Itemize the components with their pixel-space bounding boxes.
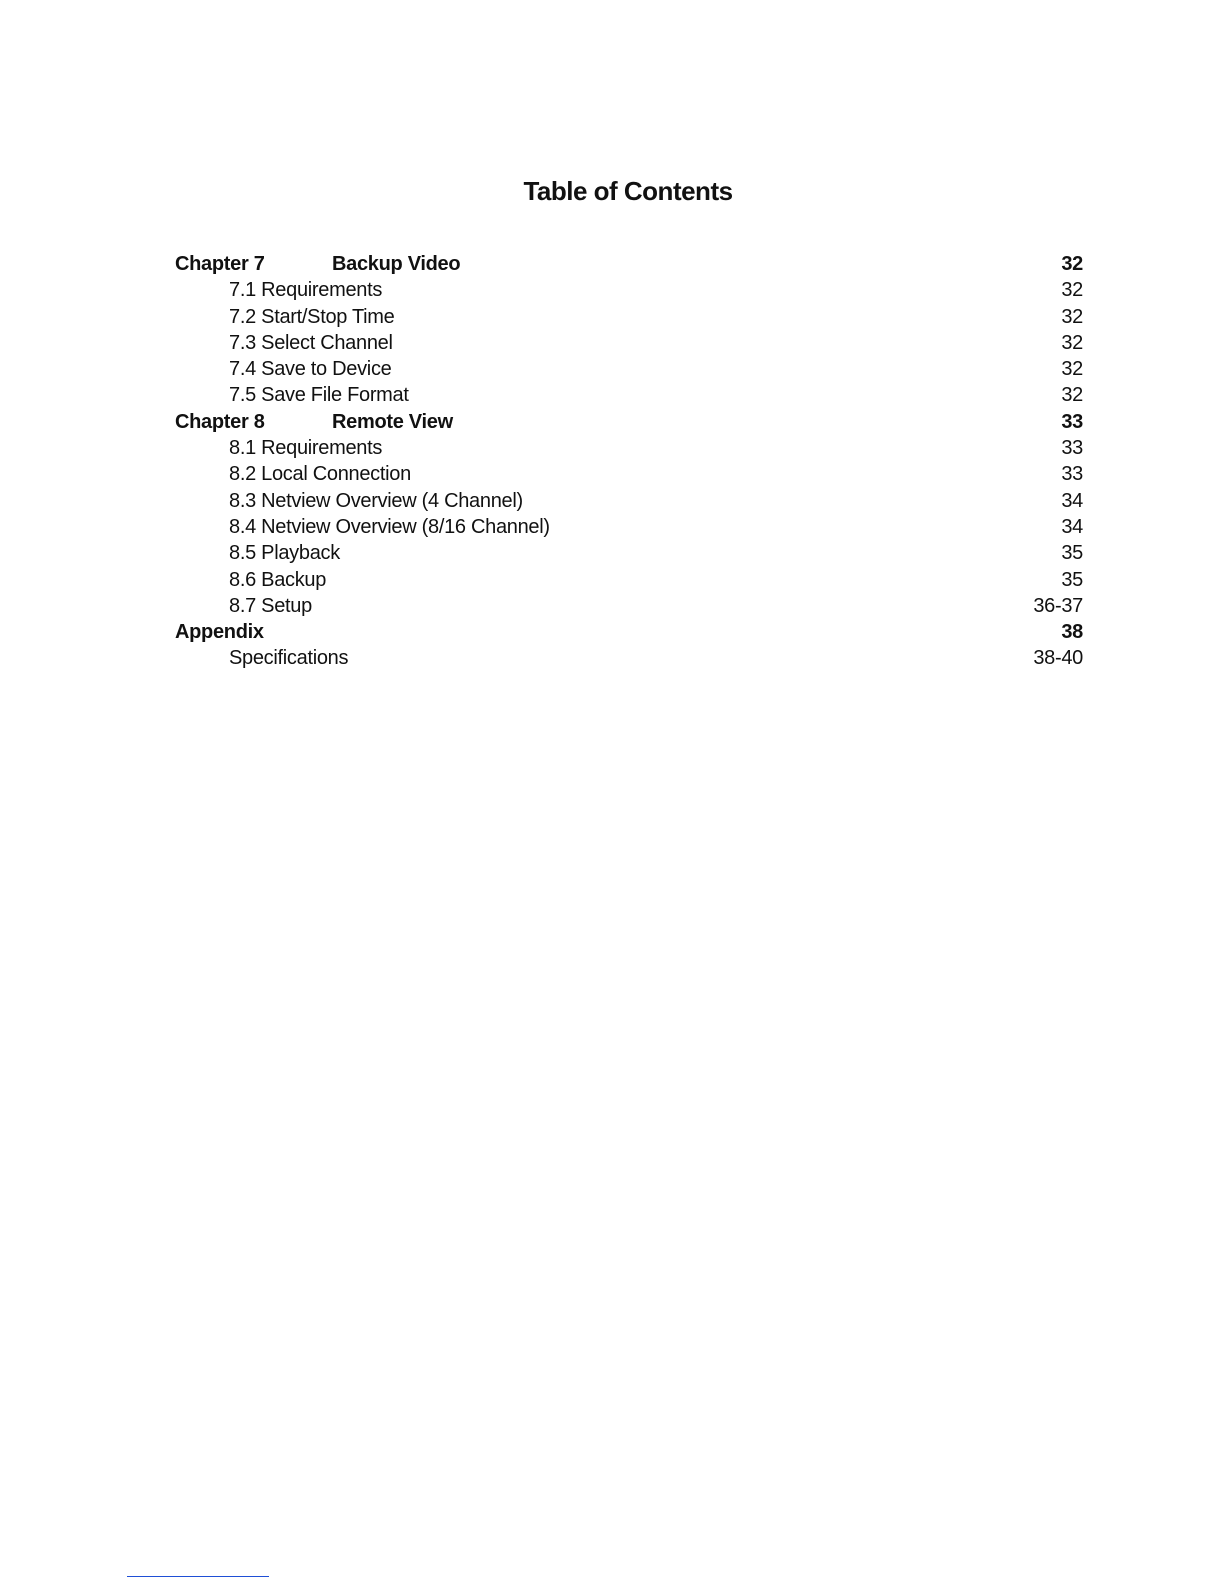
section-label: 8.3 Netview Overview (4 Channel) [229, 489, 523, 512]
toc-section-row[interactable] [175, 277, 1083, 303]
chapter-number: Chapter 7 [175, 253, 265, 275]
footnote-rule [127, 1576, 269, 1577]
section-label: 7.1 Requirements [229, 279, 383, 302]
section-label: 8.6 Backup [229, 568, 327, 591]
toc-section-row[interactable] [175, 461, 1083, 487]
page-number: 32 [1061, 331, 1083, 354]
toc-section-row[interactable] [175, 356, 1083, 382]
toc-section-row[interactable] [175, 514, 1083, 540]
page-number: 35 [1061, 542, 1083, 565]
page-number: 34 [1061, 489, 1083, 512]
page-number: 38 [1061, 621, 1083, 644]
page-number: 33 [1061, 437, 1083, 460]
toc-section-row[interactable] [175, 435, 1083, 461]
toc-section-row[interactable] [175, 540, 1083, 566]
toc-section-row[interactable] [175, 488, 1083, 514]
section-label: 8.1 Requirements [229, 437, 383, 460]
section-label: 7.5 Save File Format [229, 384, 409, 407]
page-number: 33 [1061, 463, 1083, 486]
toc-section-row[interactable] [175, 382, 1083, 408]
page-number: 35 [1061, 568, 1083, 591]
section-label: Specifications [229, 647, 349, 670]
section-label: 7.3 Select Channel [229, 331, 393, 354]
section-label: 8.2 Local Connection [229, 463, 411, 486]
page-number: 32 [1061, 279, 1083, 302]
toc-section-row[interactable] [175, 330, 1083, 356]
page-number: 34 [1061, 515, 1083, 538]
chapter-title: Backup Video [332, 253, 461, 275]
chapter-title: Remote View [332, 410, 453, 433]
page-number: 32 [1061, 305, 1083, 328]
toc-section-row[interactable] [175, 567, 1083, 593]
chapter-number: Chapter 8 [175, 410, 265, 433]
page-number: 38-40 [1033, 647, 1083, 670]
section-label: 7.2 Start/Stop Time [229, 305, 395, 328]
page-number: 32 [1061, 253, 1083, 275]
toc-section-row[interactable] [175, 645, 1083, 671]
page-number: 36-37 [1033, 594, 1083, 617]
page-title: Table of Contents [523, 176, 733, 206]
toc-appendix-row[interactable] [175, 619, 1083, 645]
toc-section-row[interactable] [175, 304, 1083, 330]
toc-section-row[interactable] [175, 593, 1083, 619]
section-label: 8.4 Netview Overview (8/16 Channel) [229, 515, 550, 538]
page-number: 32 [1061, 358, 1083, 381]
page-number: 32 [1061, 384, 1083, 407]
section-label: 7.4 Save to Device [229, 358, 392, 381]
toc-chapter-row[interactable] [175, 251, 1083, 277]
page-number: 33 [1061, 410, 1083, 433]
table-of-contents [175, 251, 1083, 672]
section-label: 8.7 Setup [229, 594, 312, 617]
appendix-heading: Appendix [175, 621, 264, 644]
section-label: 8.5 Playback [229, 542, 340, 565]
toc-chapter-row[interactable] [175, 409, 1083, 435]
